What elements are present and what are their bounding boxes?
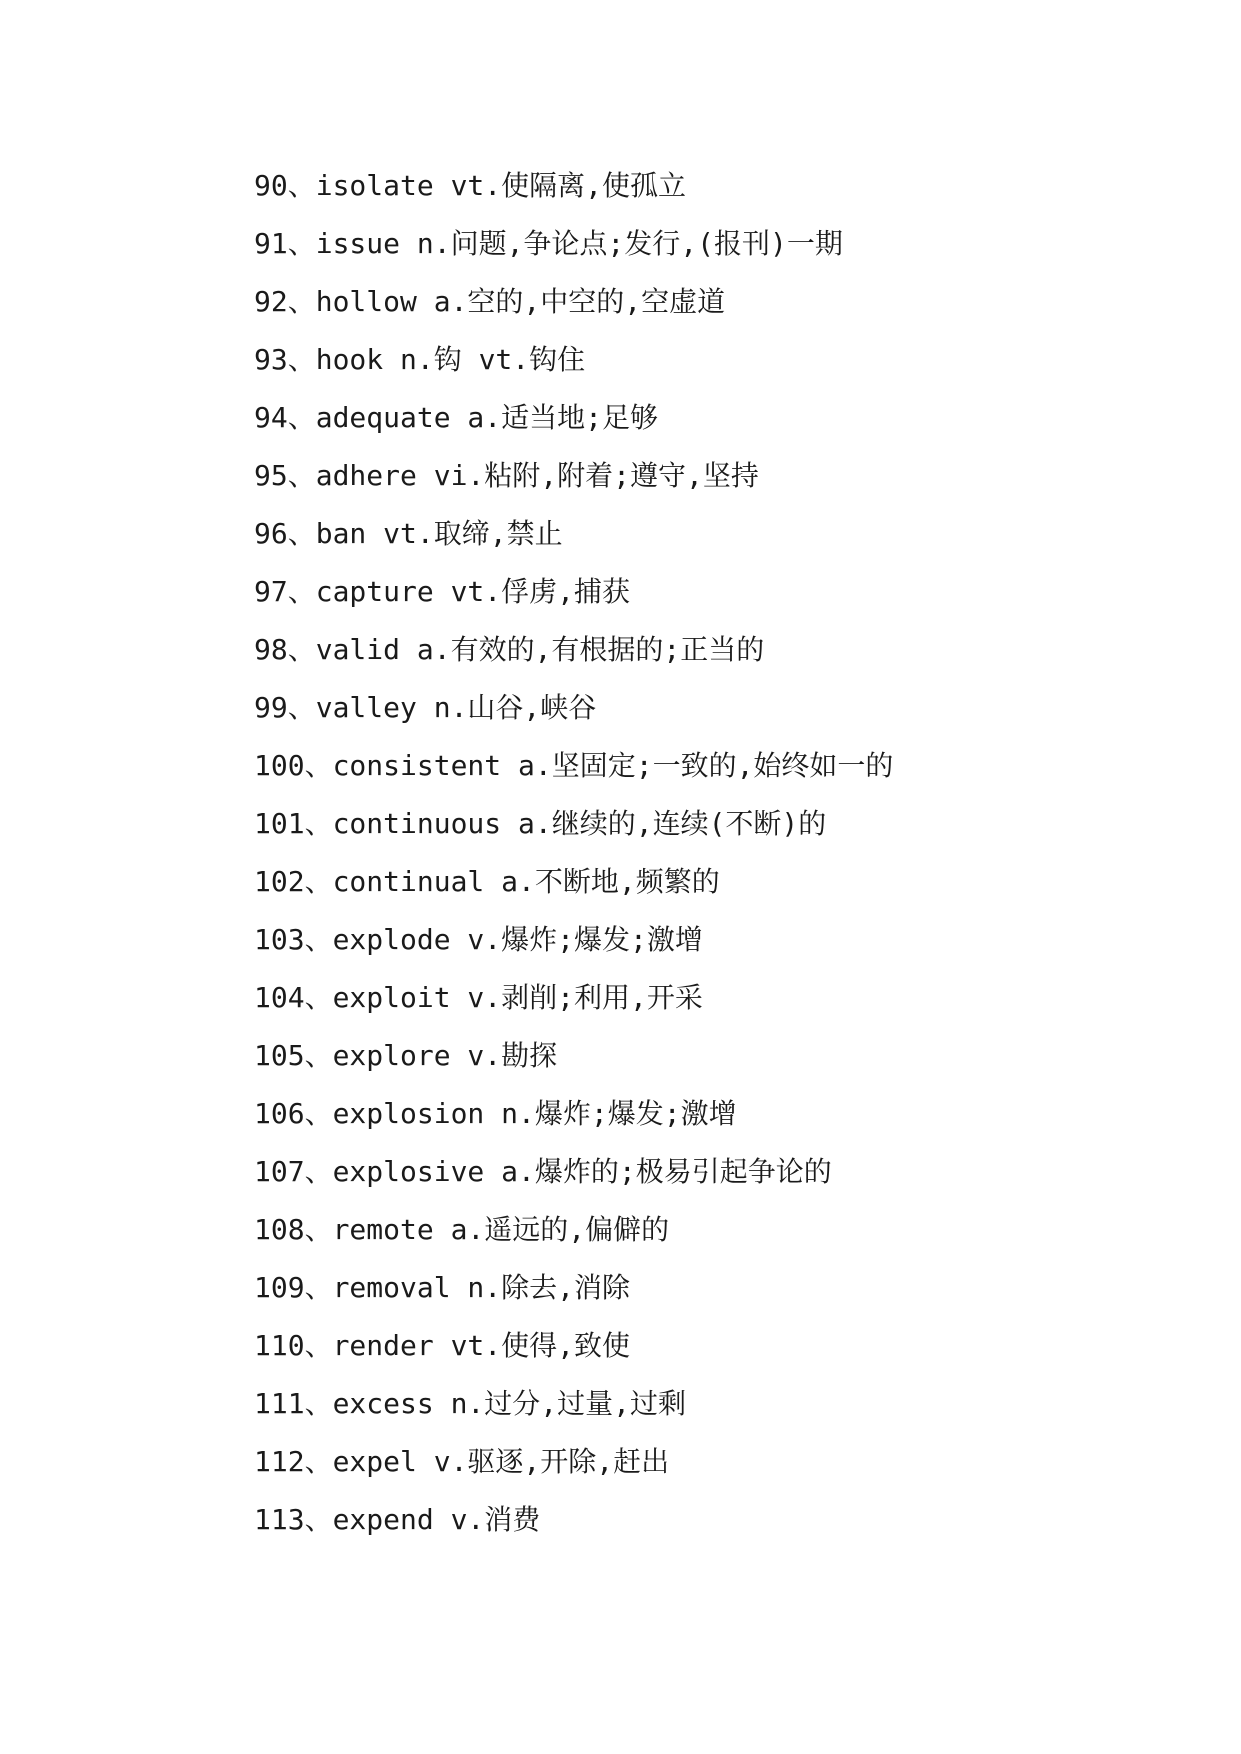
vocabulary-entry: 113、expend v.消费	[254, 1503, 541, 1536]
vocabulary-entry: 110、render vt.使得,致使	[254, 1329, 631, 1362]
vocabulary-entry: 99、valley n.山谷,峡谷	[254, 691, 597, 724]
vocabulary-entry: 90、isolate vt.使隔离,使孤立	[254, 169, 687, 202]
vocabulary-entry: 100、consistent a.坚固定;一致的,始终如一的	[254, 749, 894, 782]
vocabulary-entry: 106、explosion n.爆炸;爆发;激增	[254, 1097, 737, 1130]
vocabulary-entry: 98、valid a.有效的,有根据的;正当的	[254, 633, 765, 666]
vocabulary-entry: 97、capture vt.俘虏,捕获	[254, 575, 631, 608]
vocabulary-entry: 111、excess n.过分,过量,过剩	[254, 1387, 687, 1420]
vocabulary-entry: 105、explore v.勘探	[254, 1039, 558, 1072]
vocabulary-entry: 101、continuous a.继续的,连续(不断)的	[254, 807, 827, 840]
vocabulary-entry: 109、removal n.除去,消除	[254, 1271, 631, 1304]
vocabulary-entry: 96、ban vt.取缔,禁止	[254, 517, 563, 550]
vocabulary-entry: 95、adhere vi.粘附,附着;遵守,坚持	[254, 459, 759, 492]
vocabulary-entry: 104、exploit v.剥削;利用,开采	[254, 981, 703, 1014]
vocabulary-entry: 102、continual a.不断地,频繁的	[254, 865, 720, 898]
vocabulary-entry: 94、adequate a.适当地;足够	[254, 401, 659, 434]
vocabulary-entry: 108、remote a.遥远的,偏僻的	[254, 1213, 670, 1246]
vocabulary-entry: 93、hook n.钩 vt.钩住	[254, 343, 586, 376]
vocabulary-entry: 107、explosive a.爆炸的;极易引起争论的	[254, 1155, 832, 1188]
vocabulary-entry: 92、hollow a.空的,中空的,空虚道	[254, 285, 726, 318]
vocabulary-entry: 103、explode v.爆炸;爆发;激增	[254, 923, 703, 956]
vocabulary-entry: 91、issue n.问题,争论点;发行,(报刊)一期	[254, 227, 843, 260]
vocabulary-entry: 112、expel v.驱逐,开除,赶出	[254, 1445, 670, 1478]
vocabulary-list	[254, 164, 893, 1556]
